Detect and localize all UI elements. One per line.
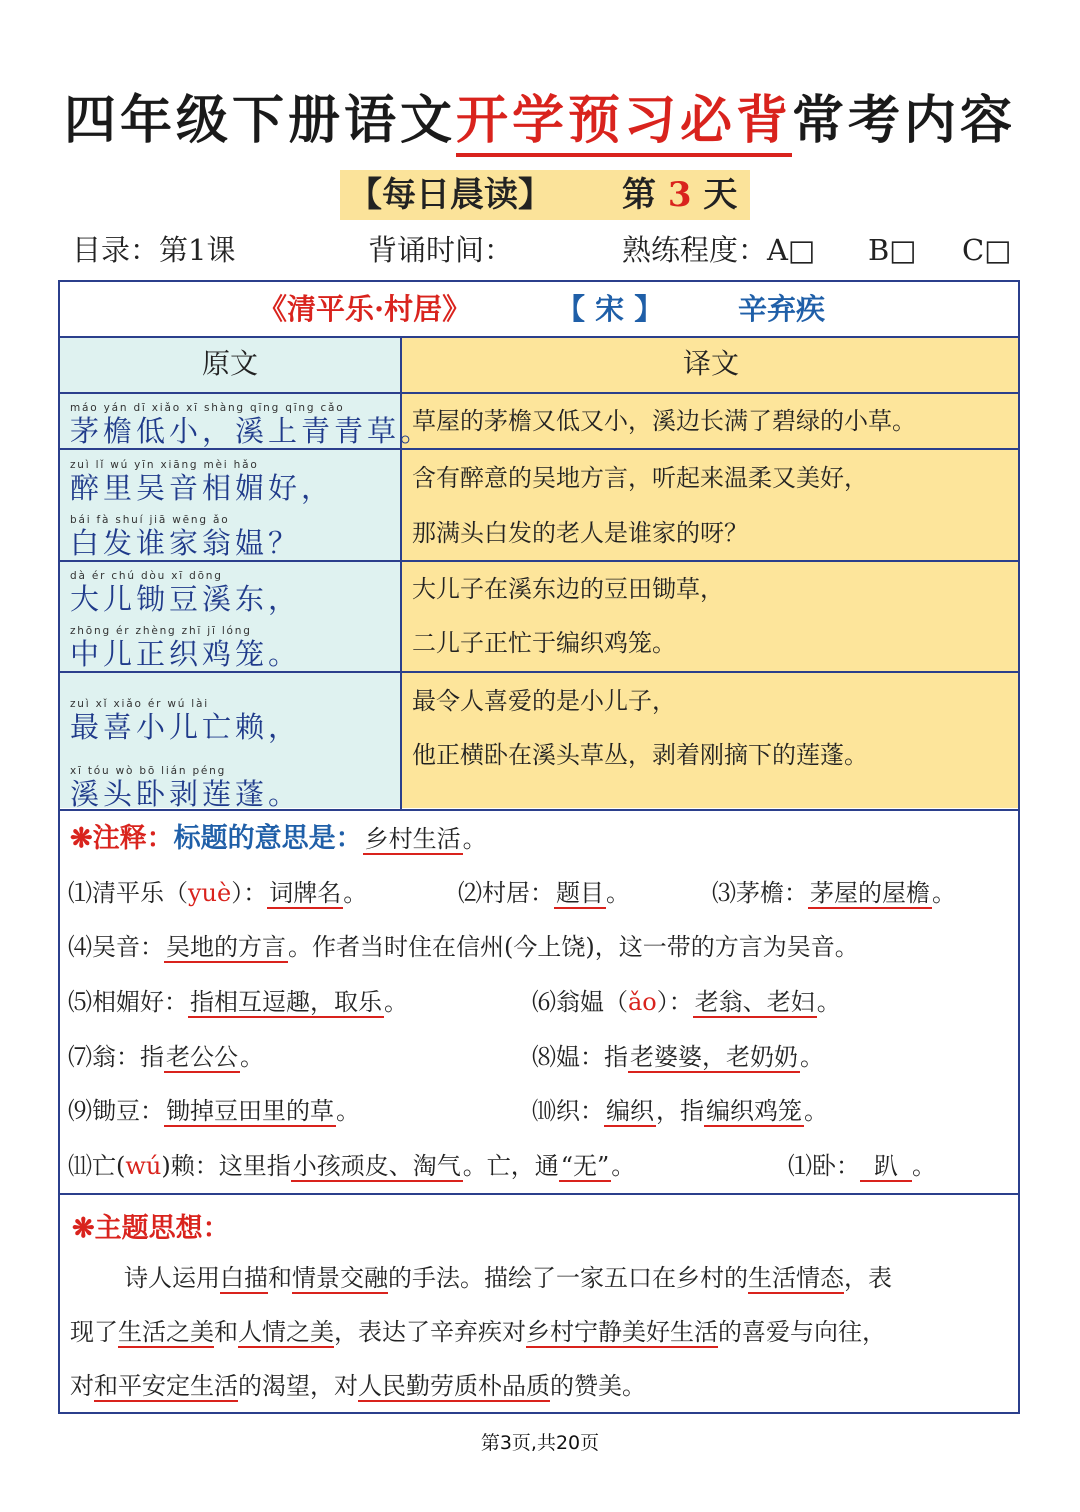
note-answer: 茅屋的屋檐: [810, 879, 930, 907]
column-header-translation: 译文: [683, 347, 740, 380]
verse-text: 醉里吴音相媚好，: [70, 471, 335, 505]
note-11: [68, 1149, 635, 1183]
proficiency-option-b: B□: [868, 233, 917, 267]
note-9: [68, 1094, 360, 1128]
day-number: 3: [667, 175, 692, 215]
note-end: 。: [462, 825, 487, 853]
verse-text: 茅檐低小，溪上青青草。: [70, 414, 434, 448]
note-7: [68, 1040, 264, 1074]
note-term: ）：: [231, 879, 268, 907]
note-term: ⑽织：: [532, 1097, 604, 1125]
note-extra: 指: [604, 1043, 628, 1071]
theme-text: 和: [214, 1318, 238, 1346]
note-6: [532, 985, 841, 1019]
note-term: ⑴清平乐（: [68, 879, 188, 907]
title-meaning-label: 标题的意思是：: [173, 823, 363, 854]
note-term: ⑸相媚好：: [68, 988, 188, 1016]
verse-text: 溪头卧剥莲蓬。: [70, 777, 302, 811]
catalog-label: 目录：第1课: [72, 233, 236, 267]
note-end: 。: [343, 879, 368, 907]
column-header-original: 原文: [202, 347, 259, 380]
note-term: ⑺翁：: [68, 1043, 140, 1071]
note-answer: 小孩顽皮、淘气: [292, 1152, 461, 1180]
note-extra: 指: [140, 1043, 164, 1071]
poem-line: [70, 624, 301, 670]
verse-text: 大儿锄豆溪东，: [70, 582, 302, 616]
note-answer: 题目: [556, 879, 604, 907]
divider: [58, 448, 1020, 450]
pinyin: xī tóu wò bō lián péng: [70, 765, 227, 777]
divider: [58, 336, 1020, 338]
translation-line: 草屋的茅檐又低又小，溪边长满了碧绿的小草。: [412, 407, 916, 435]
pinyin: zhōng ér zhèng zhī jī lóng: [70, 625, 252, 637]
verse-text: 中儿正织鸡笼。: [70, 637, 302, 671]
note-10: [532, 1094, 828, 1128]
theme-keyword: 白描: [220, 1264, 268, 1292]
note-answer: 趴: [860, 1152, 912, 1182]
title-highlight: 开学预习必背: [456, 90, 792, 157]
note-answer: 吴地的方言: [166, 933, 286, 961]
note-term: )赖：这里指: [161, 1152, 291, 1180]
note-end: 。: [611, 1152, 636, 1180]
note-end: 。: [816, 988, 841, 1016]
theme-text: 的喜爱与向往，: [718, 1318, 886, 1346]
note-answer: 老公公: [166, 1043, 238, 1071]
poem-line: [70, 401, 433, 447]
divider: [58, 392, 1020, 394]
note-answer: 老翁、老妇: [694, 988, 815, 1016]
theme-text: 的渴望，对: [238, 1372, 358, 1400]
note-term: ⑹翁媪（: [532, 988, 628, 1016]
theme-text: 的手法。描绘了一家五口在乡村的: [388, 1264, 748, 1292]
note-term: ⑾亡(: [68, 1152, 126, 1180]
translation-line: 他正横卧在溪头草丛，剥着刚摘下的莲蓬。: [412, 741, 868, 769]
pinyin: máo yán dī xiǎo xī shàng qīng qīng cǎo: [70, 402, 345, 414]
note-answer: 词牌名: [269, 879, 342, 907]
theme-text: 和: [268, 1264, 292, 1292]
note-end: 。: [932, 879, 956, 907]
poem-line: [70, 569, 301, 615]
day-counter: [622, 170, 737, 220]
theme-text: 诗人运用: [124, 1264, 220, 1292]
theme-keyword: 生活之美: [118, 1318, 214, 1346]
daily-reading-badge: [340, 170, 750, 220]
proficiency-option-c: C□: [962, 233, 1012, 267]
note-end: 。: [804, 1097, 828, 1125]
title-part3: 常考内容: [792, 90, 1017, 151]
theme-keyword: 生活情态: [748, 1264, 844, 1292]
daily-label: 【每日晨读】: [348, 175, 552, 215]
proficiency-option-a: 熟练程度：A□: [622, 233, 816, 267]
poem-dynasty: 【 宋 】: [556, 292, 664, 326]
note-extra: ，指: [656, 1097, 704, 1125]
note-term: ⑶茅檐：: [712, 879, 808, 907]
note-1: [68, 876, 367, 910]
theme-line-2: [70, 1305, 1015, 1359]
theme-line-1: [124, 1251, 1069, 1305]
day-suffix: 天: [703, 175, 738, 215]
note-end: 。: [912, 1152, 936, 1180]
verse-text: 最喜小儿亡赖，: [70, 710, 302, 744]
note-term: ⑵村居：: [458, 879, 554, 907]
poem-line: [70, 513, 301, 559]
note-end: 。: [336, 1097, 360, 1125]
theme-keyword: 情景交融: [292, 1264, 388, 1292]
theme-text: 现了: [70, 1318, 118, 1346]
pinyin: dà ér chú dòu xī dōng: [70, 570, 223, 582]
divider: [58, 671, 1020, 673]
pinyin: zuì xǐ xiǎo ér wú lài: [70, 698, 209, 710]
theme-keyword: 和平安定生活: [94, 1372, 238, 1400]
note-extra: 。亡，通: [462, 1152, 559, 1180]
note-4: [68, 930, 859, 964]
note-term: ⑷吴音：: [68, 933, 164, 961]
note-end: 。: [384, 988, 408, 1016]
note-term: ⑴卧：: [788, 1152, 860, 1180]
translation-line: 二儿子正忙于编织鸡笼。: [412, 629, 676, 657]
note-8: [532, 1040, 824, 1074]
theme-text: 的赞美。: [550, 1372, 646, 1400]
page-title: [0, 78, 1080, 153]
recite-time-label: 背诵时间：: [368, 233, 514, 267]
theme-text: ，表: [844, 1264, 892, 1292]
title-part1: 四年级下册语文: [63, 90, 456, 151]
note-term: ）：: [656, 988, 693, 1016]
title-meaning-answer: 乡村生活: [364, 825, 461, 853]
note-2: [458, 876, 630, 910]
note-12: [788, 1149, 936, 1183]
poem-line: [70, 458, 334, 504]
poem-title: 《清平乐·村居》: [258, 292, 472, 326]
notes-heading: [70, 822, 487, 856]
note-extra: 。作者当时住在信州(今上饶)，这一带的方言为吴音。: [288, 933, 859, 961]
note-term: ⑻媪：: [532, 1043, 604, 1071]
theme-heading: ❋主题思想：: [72, 1213, 230, 1244]
verse-text: 白发谁家翁媪？: [70, 526, 302, 560]
note-answer: 编织鸡笼: [706, 1097, 802, 1125]
theme-line-3: [70, 1359, 1015, 1413]
note-term: ⑼锄豆：: [68, 1097, 164, 1125]
translation-line: 那满头白发的老人是谁家的呀？: [412, 519, 748, 547]
pinyin: wú: [125, 1152, 162, 1180]
divider: [58, 1193, 1020, 1195]
poem-line: [70, 764, 301, 810]
note-answer: “无”: [560, 1152, 610, 1180]
pinyin: ǎo: [628, 988, 657, 1016]
theme-keyword: 人民勤劳质朴品质: [358, 1372, 550, 1400]
day-prefix: 第: [622, 175, 656, 215]
translation-line: 大儿子在溪东边的豆田锄草，: [412, 575, 724, 603]
theme-text: ，表达了辛弃疾对: [334, 1318, 526, 1346]
note-answer: 锄掉豆田里的草: [166, 1097, 334, 1125]
pinyin: zuì lǐ wú yīn xiāng mèi hǎo: [70, 459, 259, 471]
notes-label: 注释：: [92, 823, 174, 854]
note-answer: 指相互逗趣，取乐: [190, 988, 382, 1016]
divider: [58, 560, 1020, 562]
theme-keyword: 乡村宁静美好生活: [526, 1318, 718, 1346]
note-answer: 老婆婆，老奶奶: [630, 1043, 798, 1071]
note-end: 。: [606, 879, 630, 907]
translation-line: 最令人喜爱的是小儿子，: [412, 687, 676, 715]
note-end: 。: [240, 1043, 264, 1071]
note-answer: 编织: [606, 1097, 654, 1125]
page-number: 第3页,共20页: [480, 1432, 600, 1454]
poem-author: 辛弃疾: [738, 292, 826, 326]
translation-line: 含有醉意的吴地方言，听起来温柔又美好，: [412, 464, 868, 492]
theme-keyword: 人情之美: [238, 1318, 334, 1346]
note-end: 。: [800, 1043, 824, 1071]
asterism-icon: ❋: [70, 823, 93, 854]
note-5: [68, 985, 408, 1019]
pinyin: bái fà shuí jiā wēng ǎo: [70, 514, 230, 526]
pinyin: yuè: [188, 879, 232, 907]
note-3: [712, 876, 956, 910]
theme-text: 对: [70, 1372, 94, 1400]
poem-line: [70, 697, 301, 743]
